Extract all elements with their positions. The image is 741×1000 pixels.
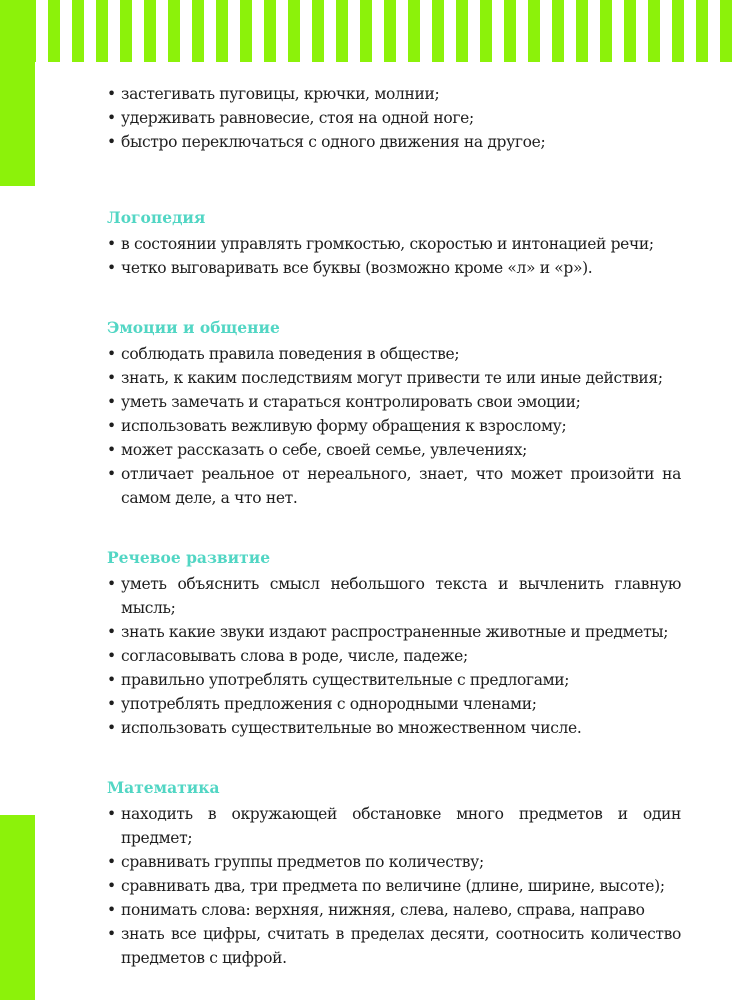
list-item: • находить в окружающей обстановке много предметов и один предмет; [107, 802, 681, 850]
left-accent-bar-bottom [0, 815, 35, 1000]
list-item: • может рассказать о себе, своей семье, увлечениях; [107, 438, 681, 462]
section-heading: Речевое развитие [107, 548, 271, 567]
section-speech-therapy [107, 206, 681, 280]
left-accent-bar-top [0, 0, 35, 186]
list-item: • знать все цифры, считать в пределах десяти, соотносить количество предметов с цифрой. [107, 922, 681, 970]
bullet-list [107, 342, 681, 510]
bullet-list [107, 232, 681, 280]
section-speech-development [107, 546, 681, 740]
list-item: • удерживать равновесие, стоя на одной ноге; [107, 106, 681, 130]
section-emotions [107, 316, 681, 510]
list-item: • употреблять предложения с однородными членами; [107, 692, 681, 716]
list-item: • уметь замечать и стараться контролировать свои эмоции; [107, 390, 681, 414]
section-heading: Математика [107, 778, 220, 797]
list-item: • понимать слова: верхняя, нижняя, слева, налево, справа, направо [107, 898, 681, 922]
bullet-list [107, 82, 681, 154]
list-item: • отличает реальное от нереального, знает, что может произойти на самом деле, а что нет. [107, 462, 681, 510]
list-item: • правильно употреблять существительные с предлогами; [107, 668, 681, 692]
section-math [107, 776, 681, 970]
document-body [107, 82, 681, 970]
section-heading: Эмоции и общение [107, 318, 280, 337]
top-stripe-decoration [0, 0, 741, 62]
list-item: • быстро переключаться с одного движения на другое; [107, 130, 681, 154]
list-item: • застегивать пуговицы, крючки, молнии; [107, 82, 681, 106]
list-item: • использовать вежливую форму обращения к взрослому; [107, 414, 681, 438]
list-item: • сравнивать два, три предмета по величине (длине, ширине, высоте); [107, 874, 681, 898]
list-item: • согласовывать слова в роде, числе, падеже; [107, 644, 681, 668]
list-item: • в состоянии управлять громкостью, скоростью и интонацией речи; [107, 232, 681, 256]
bullet-list [107, 572, 681, 740]
section-heading: Логопедия [107, 208, 206, 227]
list-item: • знать какие звуки издают распространенные животные и предметы; [107, 620, 681, 644]
section-motor-skills [107, 82, 681, 154]
list-item: • использовать существительные во множественном числе. [107, 716, 681, 740]
list-item: • четко выговаривать все буквы (возможно кроме «л» и «р»). [107, 256, 681, 280]
list-item: • сравнивать группы предметов по количеству; [107, 850, 681, 874]
list-item: • уметь объяснить смысл небольшого текста и вычленить главную мысль; [107, 572, 681, 620]
list-item: • соблюдать правила поведения в обществе; [107, 342, 681, 366]
list-item: • знать, к каким последствиям могут привести те или иные действия; [107, 366, 681, 390]
bullet-list [107, 802, 681, 970]
